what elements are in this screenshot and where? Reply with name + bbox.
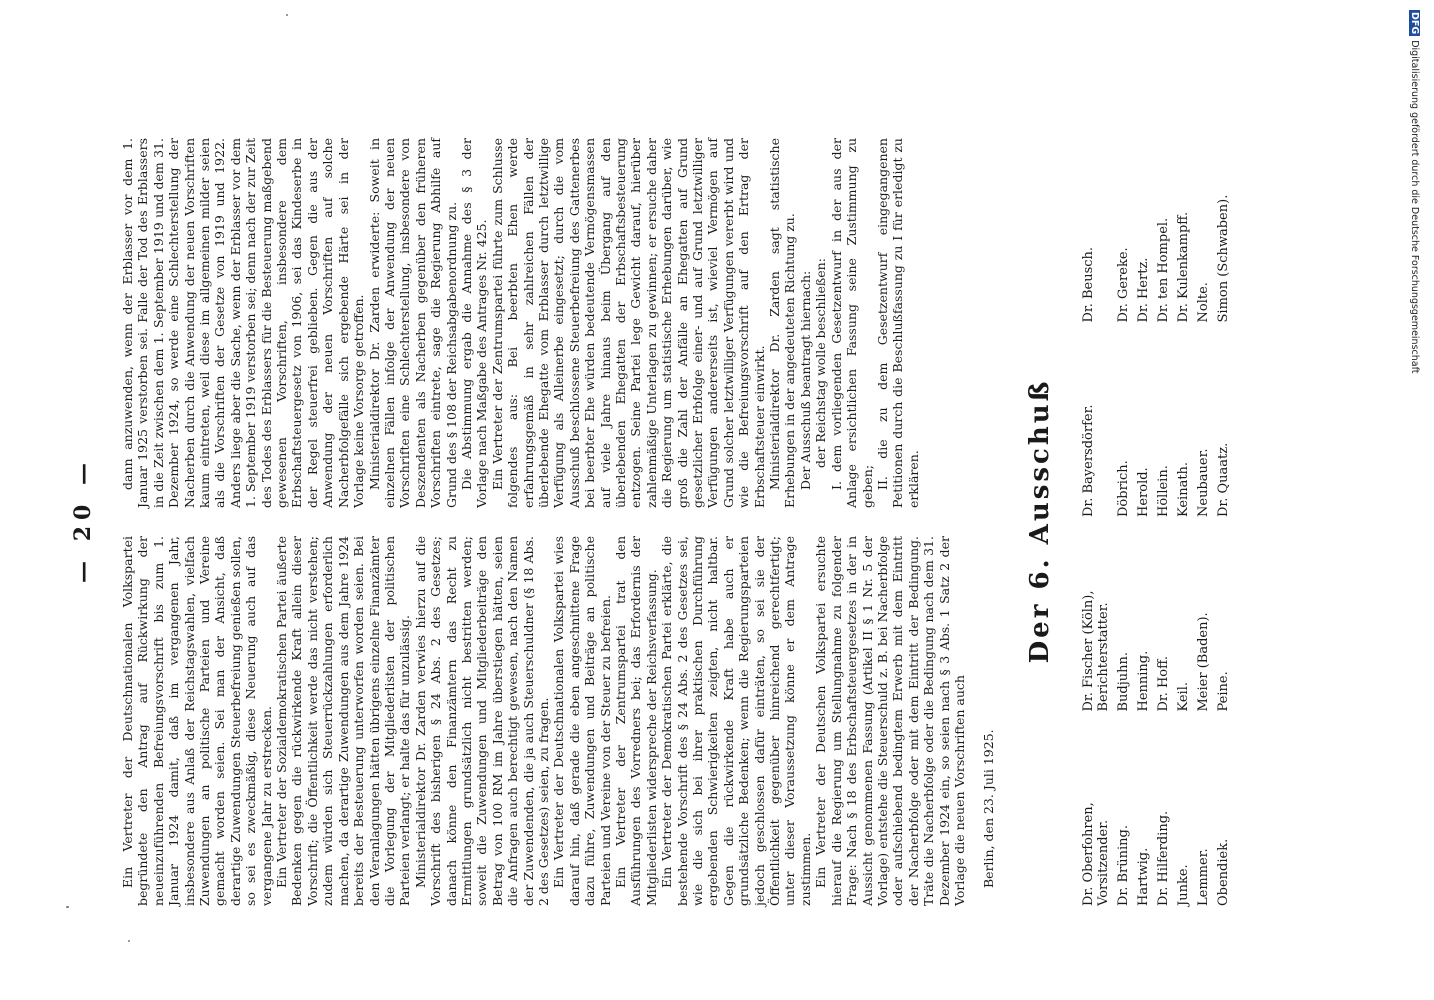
paragraph: dann anzuwenden, wenn der Erblasser vor dem 1. Januar 1925 verstorben sei. Falle der Tod des Erblassers in die Zeit zwischen dem 1. September 1919 und dem 31. Dezember 1924, so werde eine Schlechterstellung der Nacherben durch die Anwendung der neuen Vorschriften kaum eintreten, weil diese im allgemeinen milder seien als die Vorschriften der Gesetze von 1919 und 1922. Anders liege aber die Sache, wenn der Erblasser vor dem 1. September 1919 verstorben sei; denn nach der zur Zeit des Todes des Erblassers für die Besteuerung maßgebend gewesenen Vorschriften, insbesondere dem Erbschaftsteuergesetz von 1906, sei das Kindeserbe in der Regel steuerfrei geblieben. Gegen die aus der Anwendung der neuen Vorschriften auf solche Nacherbfolgefälle sich ergebende Härte sei in der Vorlage keine Vorsorge getroffen. <box>120 138 367 508</box>
signature: Neubauer. <box>1196 448 1211 517</box>
signature: Dr. Hilferding. <box>1156 810 1171 906</box>
right-text-column <box>120 138 921 508</box>
signature: Herold. <box>1136 467 1151 517</box>
paragraph: Ein Vertreter der Deutschnationalen Volkspartei begründete den Antrag auf Rückwirkung der neueinzuführenden Befreiungsvorschrift bis zum 1. Januar 1924 damit, daß im vergangenen Jahr, insbesondere aus Anlaß der Reichstagswahlen, vielfach Zuwendungen an politische Parteien und Vereine gemacht worden seien. Sei man der Ansicht, daß derartige Zuwendungen Steuerbefreiung genießen sollen, so sei es zweckmäßig, diese Neuerung auch auf das vergangene Jahr zu erstrecken. <box>120 536 274 906</box>
paragraph: Ein Vertreter der Zentrumspartei trat den Ausführungen des Vorredners bei; das Erfordernis der Mitgliederlisten widerspreche der Reichsverfassung. <box>613 536 659 906</box>
signature: Obendiek. <box>1216 838 1231 906</box>
date-line: Berlin, den 23. Juli 1925. <box>981 729 997 888</box>
paragraph: der Reichstag wolle beschließen: <box>813 258 829 468</box>
left-text-column <box>120 536 997 906</box>
signature: Dr. Kulenkampff. <box>1176 211 1191 323</box>
signature: Höllein. <box>1156 465 1171 517</box>
signature: Dr. Quaatz. <box>1216 442 1231 517</box>
rotated-document-page <box>70 120 1230 920</box>
signature: Dr. Hoff. <box>1156 655 1171 712</box>
scan-speck <box>66 906 69 908</box>
paragraph: Ministerialdirektor Dr. Zarden sagt statistische Erhebungen in der angedeuteten Richtung zu. <box>767 138 798 508</box>
signature: Peine. <box>1216 671 1231 712</box>
paragraph: Ein Vertreter der Zentrumspartei führte zum Schlusse folgendes aus: Bei beerbten Ehen werde erfahrungsgemäß in sehr zahlreichen Fällen der überlebende Ehegatte vom Erblasser durch letztwillige Verfügung als Alleinerbe eingesetzt; durch die vom Ausschuß beschlossene Steuerbefreiung des Gattenerbes bei beerbter Ehe würden bedeutende Vermögensmassen auf viele Jahre hinaus beim Übergang auf den überlebenden Ehegatten der Erbschaftsbesteuerung entzogen. Seine Partei lege Gewicht darauf, hierüber zahlenmäßige Unterlagen zu gewinnen; er ersuche daher die Regierung um statistische Erhebungen darüber, wie groß die Zahl der Anfälle an Ehegatten auf Grund gesetzlicher Erbfolge einer- und auf Grund letztwilliger Verfügungen andererseits ist, wieviel Vermögen auf Grund solcher letztwilliger Verfügungen vererbt wird und wie die Befreiungsvorschrift auf den Ertrag der Erbschaftsteuer einwirkt. <box>489 138 767 508</box>
paragraph: Ein Vertreter der Demokratischen Partei erklärte, die bestehende Vorschrift des § 24 Abs. 2 des Gesetzes sei, wie die sich bei ihrer praktischen Durchführung ergebenden Schwierigkeiten zeigten, nicht haltbar. Gegen die rückwirkende Kraft habe auch er grundsätzliche Bedenken; wenn die Regierungsparteien jedoch geschlossen dafür einträten, so sei sie der Öffentlichkeit gegenüber hinreichend gerechtfertigt; unter dieser Voraussetzung könne er dem Antrage zustimmen. <box>659 536 813 906</box>
paragraph: Ein Vertreter der Deutschen Volkspartei ersuchte hierauf die Regierung um Stellungnahme zu folgender Frage: Nach § 18 des Erbschaftsteuergesetzes in der in Aussicht genommenen Fassung (Artikel II § 1 Nr. 5 der Vorlage) entstehe die Steuerschuld z. B. bei Nacherbfolge oder aufschiebend bedingtem Erwerb mit dem Eintritt der Nacherbfolge oder mit dem Eintritt der Bedingung. Träte die Nacherbfolge oder die Bedingung nach dem 31. Dezember 1924 ein, so seien nach § 3 Abs. 1 Satz 2 der Vorlage die neuen Vorschriften auch <box>813 536 967 906</box>
signature: Dr. Hertz. <box>1136 257 1151 323</box>
dfg-logo: DFG <box>1409 12 1420 35</box>
paragraph: Die Abstimmung ergab die Annahme des § 3 der Vorlage nach Maßgabe des Antrages Nr. 425. <box>458 138 490 508</box>
signature: Keinath. <box>1176 461 1191 517</box>
signature: Simon (Schwaben). <box>1216 194 1231 323</box>
committee-title: Der 6. Ausschuß <box>1025 378 1055 664</box>
paragraph: Ministerialdirektor Dr. Zarden erwiderte: Soweit in einzelnen Fällen infolge der Anwendung der neuen Vorschriften eine Schlechterstellung, insbesondere von Deszendenten als Nacherben gegenüber den früheren Vorschriften eintrete, sage die Regierung Abhilfe auf Grund des § 108 der Reichsabgabenordnung zu. <box>366 138 459 508</box>
signature: Dr. ten Hompel. <box>1156 217 1171 323</box>
resolution-item: II. die zu dem Gesetzentwurf eingegangenen Petitionen durch die Beschlußfassung zu I für erledigt zu erklären. <box>874 138 921 508</box>
digitization-note-text: Digitalisierung gefördert durch die Deutsche Forschungsgemeinschaft <box>1409 40 1420 374</box>
signature: Keil. <box>1176 681 1191 712</box>
signature: Budjuhn. <box>1116 651 1131 712</box>
resolution-item: I. dem vorliegenden Gesetzentwurf in der aus der Anlage ersichtlichen Fassung seine Zustimmung zu geben; <box>828 138 875 508</box>
scan-speck <box>286 14 288 16</box>
signature: Dr. Bayersdörfer. <box>1081 404 1096 517</box>
signature: Dr. Brüning. <box>1116 825 1131 906</box>
paragraph: Ein Vertreter der Sozialdemokratischen Partei äußerte Bedenken gegen die rückwirkende Kraft allein dieser Vorschrift; die Öffentlichkeit werde das nicht verstehen; zudem würden sich Steuerrückzahlungen erforderlich machen, da derartige Zuwendungen aus dem Jahre 1924 bereits der Besteuerung unterworfen worden seien. Bei den Veranlagungen hätten übrigens einzelne Finanzämter die Vorlegung der Mitgliederlisten der politischen Parteien verlangt; er halte das für unzulässig. <box>274 536 413 906</box>
signature: Lemmer. <box>1196 848 1211 906</box>
signature: Dr. Gereke. <box>1116 247 1131 323</box>
signature: Hartwig. <box>1136 847 1151 906</box>
signature: Henning. <box>1136 650 1151 712</box>
paragraph: Der Ausschuß beantragt hiernach: <box>797 270 813 490</box>
signature-grid <box>1081 136 1231 906</box>
signature-block <box>1025 136 1231 906</box>
paragraph: Ministerialdirektor Dr. Zarden verwies hierzu auf die Vorschrift des bisherigen § 24 Abs. 2 des Gesetzes; danach könne den Finanzämtern das Recht zu Ermittlungen grundsätzlich nicht bestritten werden; soweit die Zuwendungen und Mitgliederbeiträge den Betrag von 100 RM im Jahre überstiegen hätten, seien die Anfragen auch berechtigt gewesen, nach den Namen der Zuwendenden, die ja auch Steuerschuldner (§ 18 Abs. 2 des Gesetzes) seien, zu fragen. <box>412 536 551 906</box>
signature: Meier (Baden). <box>1196 612 1211 712</box>
paragraph: Ein Vertreter der Deutschnationalen Volkspartei wies darauf hin, daß gerade die eben angeschnittene Frage dazu führe, Zuwendungen und Beiträge an politische Parteien und Vereine von der Steuer zu befreien. <box>551 536 613 906</box>
page-number: — 20 — <box>70 457 96 583</box>
signature: Nolte. <box>1196 282 1211 323</box>
scan-speck <box>128 940 130 942</box>
signature: Dr. Fischer (Köln), Berichterstatter. <box>1081 590 1111 712</box>
signature: Dr. Beusch. <box>1081 246 1096 323</box>
signature: Döbrich. <box>1116 460 1131 517</box>
signature: Junke. <box>1176 864 1191 906</box>
signature: Dr. Oberfohren, Vorsitzender. <box>1081 802 1111 906</box>
